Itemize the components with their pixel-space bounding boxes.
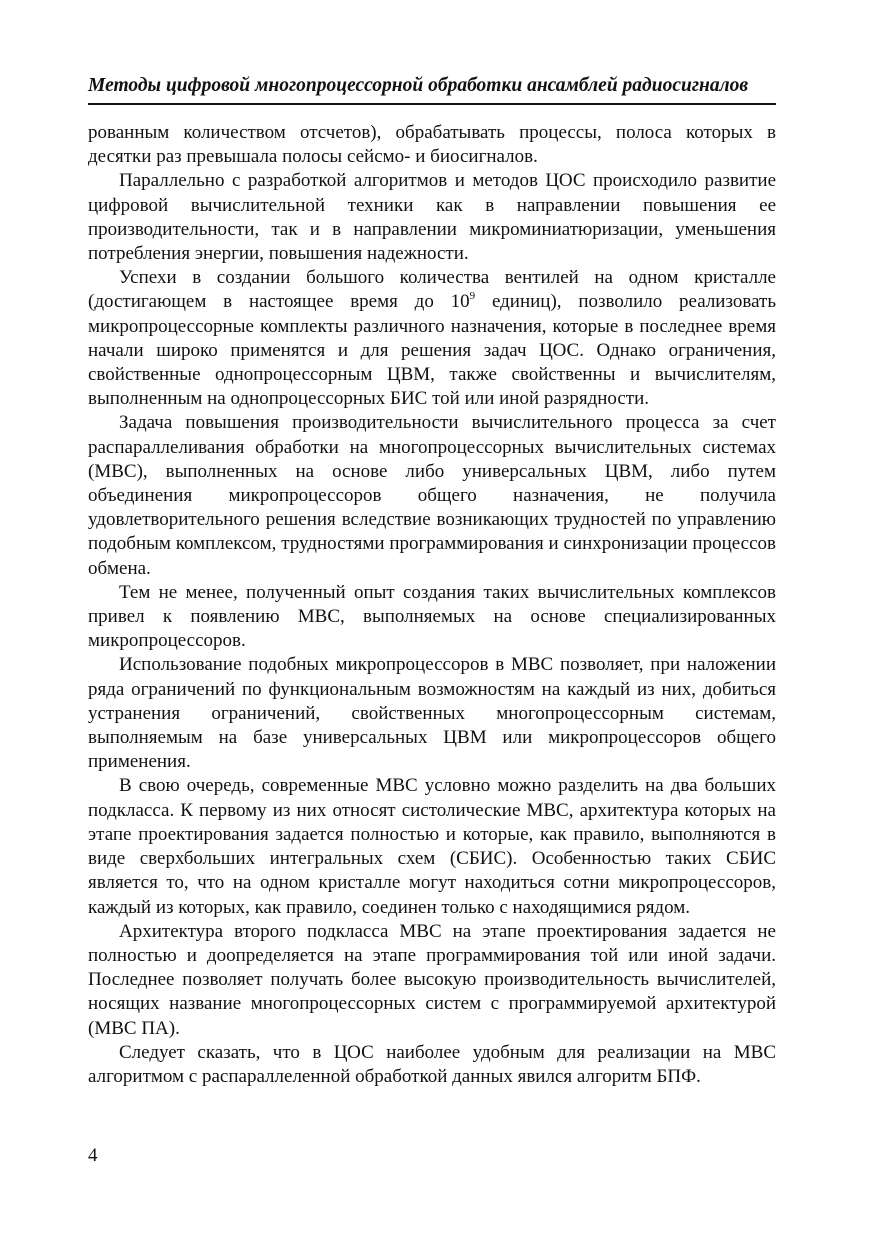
paragraph-5: Тем не менее, полученный опыт создания таких вычислительных комплексов привел к появлению МВС, выполняемых на основе специализированных микропроцессоров. (88, 581, 776, 652)
paragraph-3 (88, 266, 776, 411)
paragraph-3-text-before: Успехи в создании большого количества вентилей на одном кристалле (достигающем в настоящее время до 10 (88, 267, 776, 313)
paragraph-7: В свою очередь, современные МВС условно можно разделить на два больших подкласса. К первому из них относят систолические МВС, архитектура которых на этапе проектирования задается полностью и которые, как правило, выполняются в виде сверхбольших интегральных схем (СБИС). Особенностью таких СБИС является то, что на одном кристалле могут находиться сотни микропроцессоров, каждый из которых, как правило, соединен только с находящимися рядом. (88, 775, 776, 918)
paragraph-3-text-after: единиц), позволило реализовать микропроцессорные комплекты различного назначения, которые в последнее время начали широко применятся и для решения задач ЦОС. Однако ограничения, свойственные однопроцессорным ЦВМ, также свойственны и вычислителям, выполненным на однопроцессорных БИС той или иной разрядности. (88, 291, 776, 410)
header-rule (88, 103, 776, 105)
paragraph-6: Использование подобных микропроцессоров в МВС позволяет, при наложении ряда ограничений по функциональным возможностям на каждый из них, добиться устранения ограничений, свойственных многопроцессорным системам, выполняемым на базе универсальных ЦВМ или микропроцессоров общего применения. (88, 654, 776, 773)
paragraph-9: Следует сказать, что в ЦОС наиболее удобным для реализации на МВС алгоритмом с распараллеленной обработкой данных явился алгоритм БПФ. (88, 1041, 776, 1087)
body-text (88, 121, 776, 1089)
paragraph-4: Задача повышения производительности вычислительного процесса за счет распараллеливания обработки на многопроцессорных вычислительных системах (МВС), выполненных на основе либо универсальных ЦВМ, либо путем объединения микропроцессоров общего назначения, не получила удовлетворительного решения вследствие возникающих трудностей по управлению подобным комплексом, трудностями программирования и синхронизации процессов обмена. (88, 412, 776, 579)
paragraph-2: Параллельно с разработкой алгоритмов и методов ЦОС происходило развитие цифровой вычислительной техники как в направлении повышения ее производительности, так и в направлении микроминиатюризации, уменьшения потребления энергии, повышения надежности. (88, 170, 776, 265)
running-header: Методы цифровой многопроцессорной обработки ансамблей радиосигналов (88, 75, 749, 96)
page-number: 4 (88, 1145, 98, 1166)
exponent-superscript: 9 (469, 290, 476, 303)
paragraph-8: Архитектура второго подкласса МВС на этапе проектирования задается не полностью и доопределяется на этапе программирования той или иной задачи. Последнее позволяет получать более высокую производительность вычислителей, носящих название многопроцессорных систем с программируемой архитектурой (МВС ПА). (88, 920, 776, 1039)
paragraph-1: рованным количеством отсчетов), обрабатывать процессы, полоса которых в десятки раз превышала полосы сейсмо- и биосигналов. (88, 122, 776, 168)
